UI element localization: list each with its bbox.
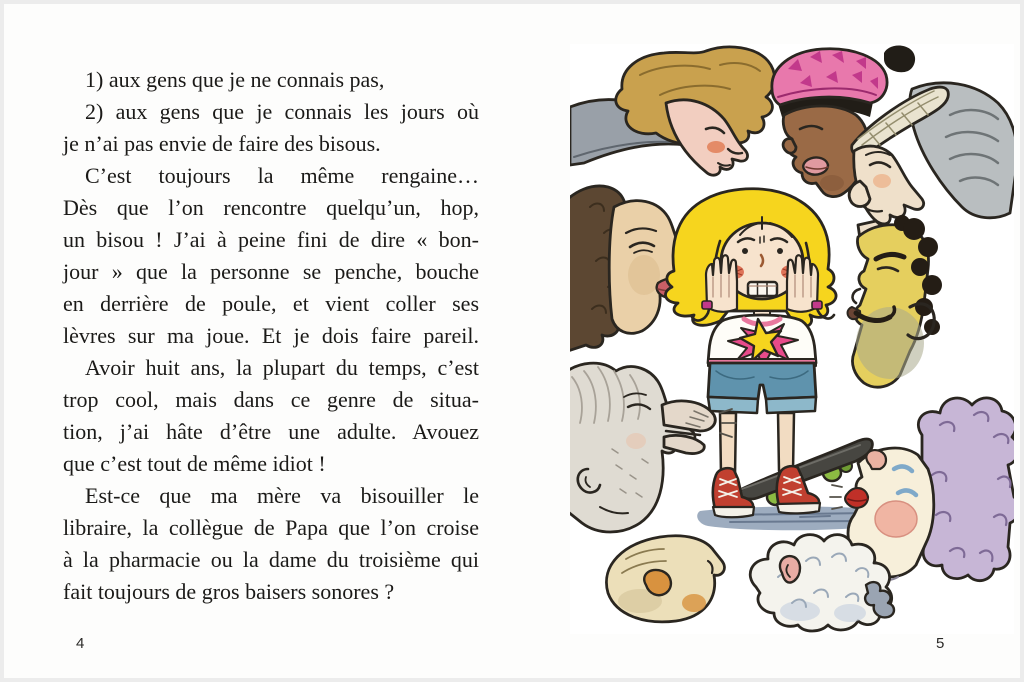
text-line: fait toujours de gros baisers sonores ? xyxy=(63,579,395,604)
bowed-head-tan xyxy=(606,536,724,622)
text-column xyxy=(63,64,479,608)
text-line: je n’ai pas envie de faire des bisous. xyxy=(63,131,381,156)
text-line: lèvres sur ma joue. Et je dois faire pareil. xyxy=(63,323,479,348)
text-line: en derrière de poule, et vient coller ses xyxy=(63,291,479,316)
page-number-right: 5 xyxy=(936,635,945,652)
adult-face-mustache-right xyxy=(848,215,943,387)
bowed-head-white-curls xyxy=(750,535,894,631)
text-line: Est-ce que ma mère va bisouiller le xyxy=(85,483,479,508)
text-line: C’est toujours la même rengaine… xyxy=(85,163,479,188)
text-line: trop cool, mais dans ce genre de situa- xyxy=(63,387,479,412)
text-line: 1) aux gens que je ne connais pas, xyxy=(85,67,385,92)
adult-face-blond-top-left xyxy=(570,47,775,175)
text-line: jour » que la personne se penche, bouche xyxy=(63,259,479,284)
text-line: tion, j’ai hâte d’être une adulte. Avouez xyxy=(63,419,479,444)
text-line: 2) aux gens que je connais les jours où xyxy=(85,99,479,124)
illustration xyxy=(570,44,1014,634)
illustration-svg xyxy=(570,44,1014,634)
page-number-left: 4 xyxy=(76,635,85,652)
text-line: libraire, la collègue de Papa que l’on croise xyxy=(63,515,479,540)
text-line: que c’est tout de même idiot ! xyxy=(63,451,326,476)
text-line: à la pharmacie ou la dame du troisième qui xyxy=(63,547,479,572)
text-line: Avoir huit ans, la plupart du temps, c’est xyxy=(85,355,479,380)
text-line: Dès que l’on rencontre quelqu’un, hop, xyxy=(63,195,479,220)
text-line: un bisou ! J’ai à peine fini de dire « bon- xyxy=(63,227,479,252)
